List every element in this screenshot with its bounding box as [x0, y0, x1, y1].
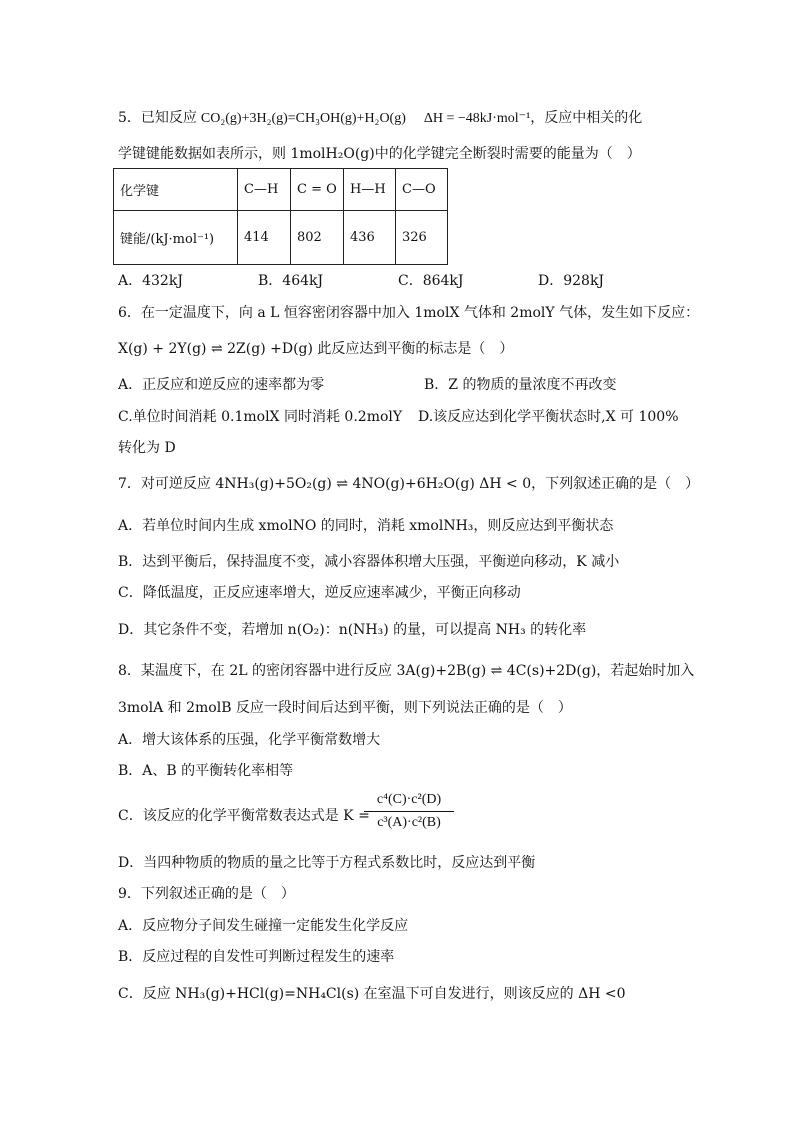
q7-option-b: B．达到平衡后，保持温度不变，减小容器体积增大压强，平衡逆向移动，K 减小	[118, 554, 620, 570]
fraction-bar	[364, 811, 454, 812]
q9-stem: 9．下列叙述正确的是（ ）	[118, 886, 295, 902]
q6-option-d-cont: 转化为 D	[118, 440, 176, 456]
q9-option-a: A．反应物分子间发生碰撞一定能发生化学反应	[118, 918, 409, 934]
table-header-cell: H—H	[344, 169, 396, 211]
q5-option-b: B．464kJ	[258, 273, 324, 289]
q8-stem-line-2: 3molA 和 2molB 反应一段时间后达到平衡，则下列说法正确的是（ ）	[118, 700, 572, 716]
table-row	[114, 169, 448, 211]
q5-stem-text-cont: ，反应中相关的化	[530, 110, 643, 126]
q5-stem-line-1	[118, 108, 642, 129]
table-header-cell: C—O	[396, 169, 448, 211]
table-row-label: 键能/(kJ·mol⁻¹)	[114, 211, 238, 265]
q7-option-d: D．其它条件不变，若增加 n(O₂)：n(NH₃) 的量，可以提高 NH₃ 的转化率	[118, 622, 587, 638]
q9-option-c: C．反应 NH₃(g)+HCl(g)=NH₄Cl(s) 在室温下可自发进行，则该反应的 ΔH <0	[118, 986, 626, 1002]
table-header-cell: C—H	[238, 169, 291, 211]
q5-option-a: A．432kJ	[118, 273, 183, 289]
table-cell: 326	[396, 211, 448, 265]
q5-stem-text: 5．已知反应	[118, 110, 197, 126]
q5-option-c: C．864kJ	[398, 273, 464, 289]
q8-option-a: A．增大该体系的压强，化学平衡常数增大	[118, 732, 381, 748]
table-header-cell: 化学键	[114, 169, 238, 211]
q6-stem-line-1: 6．在一定温度下，向 a L 恒容密闭容器中加入 1molX 气体和 2molY 气体，发生如下反应：	[118, 305, 700, 321]
q6-option-c: C.单位时间消耗 0.1molX 同时消耗 0.2molY	[118, 409, 403, 425]
q7-stem: 7．对可逆反应 4NH₃(g)+5O₂(g) ⇌ 4NO(g)+6H₂O(g) ΔH < 0，下列叙述正确的是（ ）	[118, 476, 700, 492]
equilibrium-constant-fraction	[364, 790, 454, 833]
q8-option-b: B．A、B 的平衡转化率相等	[118, 763, 294, 779]
bond-energy-table	[113, 168, 448, 265]
q7-option-c: C．降低温度，正反应速率增大，逆反应速率减少，平衡正向移动	[118, 585, 521, 601]
q6-stem-line-2: X(g) + 2Y(g) ⇌ 2Z(g) +D(g) 此反应达到平衡的标志是（ ）	[118, 341, 514, 357]
q5-stem-line-2: 学键键能数据如表所示，则 1molH₂O(g)中的化学键完全断裂时需要的能量为（ ）	[118, 146, 641, 162]
q6-option-a: A．正反应和逆反应的速率都为零	[118, 377, 325, 393]
table-cell: 414	[238, 211, 291, 265]
fraction-numerator: c⁴(C)·c²(D)	[376, 792, 442, 807]
q6-option-b: B．Z 的物质的量浓度不再改变	[424, 377, 617, 393]
table-row	[114, 211, 448, 265]
table-cell: 436	[344, 211, 396, 265]
table-cell: 802	[291, 211, 344, 265]
table-header-cell: C = O	[291, 169, 344, 211]
q8-option-c: C．该反应的化学平衡常数表达式是 K =	[118, 808, 370, 824]
q6-option-d: D.该反应达到化学平衡状态时,X 可 100%	[418, 409, 679, 425]
q5-equation: CO₂(g)+3H₂(g)=CH₃OH(g)+H₂O(g)	[200, 111, 406, 126]
q5-option-d: D．928kJ	[538, 273, 605, 289]
q9-option-b: B．反应过程的自发性可判断过程发生的速率	[118, 949, 395, 965]
q8-stem-line-1: 8．某温度下，在 2L 的密闭容器中进行反应 3A(g)+2B(g) ⇌ 4C(s)+2D(g)，若起始时加入	[118, 663, 695, 679]
fraction-denominator: c³(A)·c²(B)	[377, 815, 441, 830]
q5-enthalpy: ΔH = −48kJ·mol⁻¹	[423, 111, 531, 126]
q7-option-a: A．若单位时间内生成 xmolNO 的同时，消耗 xmolNH₃，则反应达到平衡状态	[118, 518, 614, 534]
q8-option-d: D．当四种物质的物质的量之比等于方程式系数比时，反应达到平衡	[118, 855, 536, 871]
